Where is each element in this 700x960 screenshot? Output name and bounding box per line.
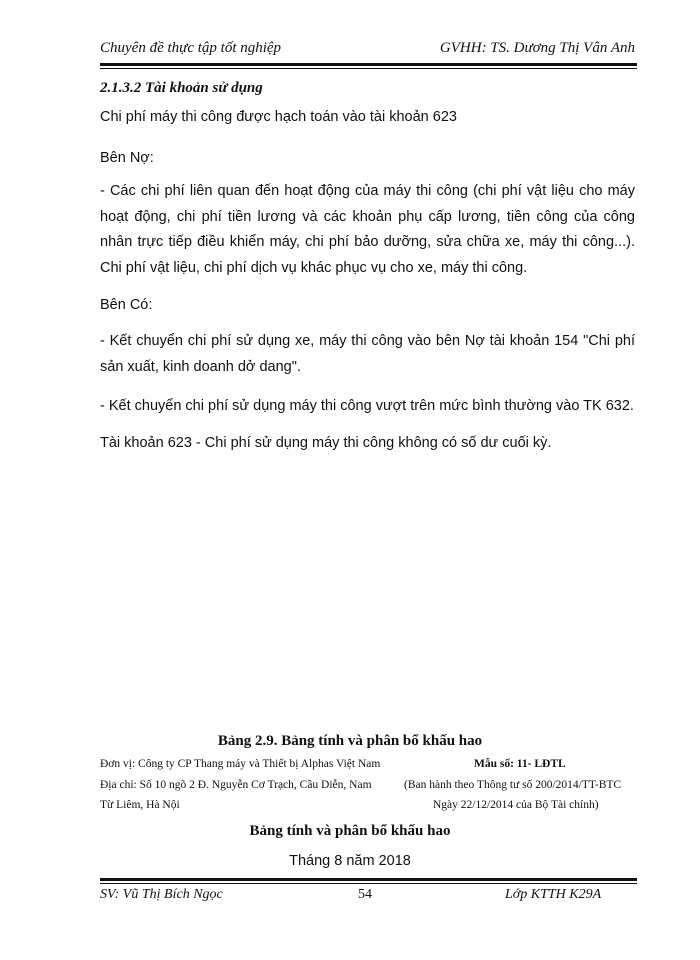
address-line-1: Địa chỉ: Số 10 ngõ 2 Đ. Nguyễn Cơ Trạch, Cầu Diễn, Nam [100, 779, 372, 791]
header-advisor: GVHH: TS. Dương Thị Vân Anh [439, 40, 635, 56]
table-title: Bảng tính và phân bổ khấu hao [249, 823, 451, 839]
debit-label: Bên Nợ: [100, 150, 154, 166]
credit-label: Bên Có: [100, 297, 153, 313]
page-header [100, 40, 635, 60]
debit-item: - Các chi phí liên quan đến hoạt động của máy thi công (chi phí vật liệu cho máy hoạt động, chi phí tiền lương và các khoản phụ cấp lương, tiền công của công nhân trực tiếp điều khiển máy, chi phí bảo dưỡng, sửa chữa xe, máy thi công...). Chi phí vật liệu, chi phí dịch vụ khác phục vụ cho xe, máy thi công. [100, 183, 635, 276]
table-month: Tháng 8 năm 2018 [289, 853, 411, 869]
unit-line: Đơn vị: Công ty CP Thang máy và Thiết bị Alphas Việt Nam [100, 758, 381, 770]
table-caption: Bảng 2.9. Bảng tính và phân bổ khấu hao [217, 733, 483, 749]
form-number: Mẫu số: 11- LĐTL [474, 758, 566, 770]
section-heading: 2.1.3.2 Tài khoản sử dụng [100, 80, 263, 96]
header-title: Chuyên đề thực tập tốt nghiệp [100, 40, 282, 56]
closing-paragraph: Tài khoản 623 - Chi phí sử dụng máy thi công không có số dư cuối kỳ. [100, 435, 552, 451]
footer-rule-thin [100, 883, 637, 884]
header-rule-thin [100, 68, 637, 69]
footer-student: SV: Vũ Thị Bích Ngọc [100, 887, 223, 902]
header-rule-thick [100, 63, 637, 66]
credit-item-1: - Kết chuyển chi phí sử dụng xe, máy thi công vào bên Nợ tài khoản 154 "Chi phí sản xuất, kinh doanh dở dang". [100, 333, 635, 375]
page-number: 54 [358, 887, 372, 902]
footer-rule-thick [100, 878, 637, 881]
address-line-2: Từ Liêm, Hà Nội [100, 799, 180, 811]
issued-line-2: Ngày 22/12/2014 của Bộ Tài chính) [433, 799, 599, 811]
footer-class: Lớp KTTH K29A [505, 887, 602, 902]
intro-paragraph: Chi phí máy thi công được hạch toán vào tài khoản 623 [100, 109, 457, 125]
issued-line-1: (Ban hành theo Thông tư số 200/2014/TT-BTC [404, 779, 622, 791]
credit-item-2: - Kết chuyển chi phí sử dụng máy thi công vượt trên mức bình thường vào TK 632. [100, 398, 634, 414]
